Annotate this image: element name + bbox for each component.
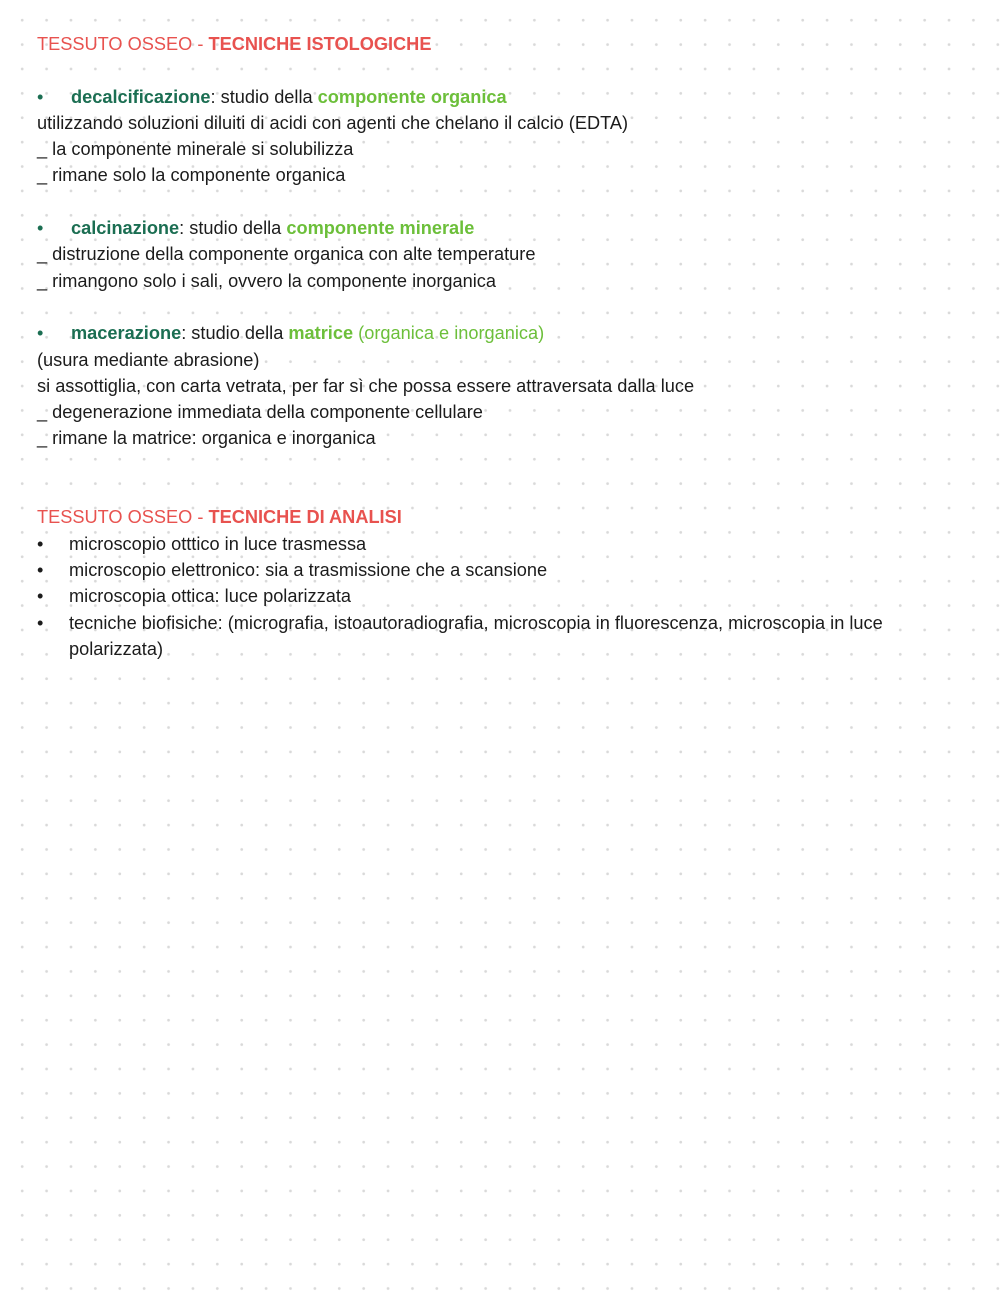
technique-connector: : studio della <box>181 323 289 344</box>
technique-detail: _ rimangono solo i sali, ovvero la componente inorganica <box>37 270 496 291</box>
section-title-prefix: TESSUTO OSSEO - <box>37 34 209 54</box>
spacer <box>37 478 967 504</box>
technique-detail: _ rimane solo la componente organica <box>37 165 346 186</box>
section-title-analysis <box>37 504 967 530</box>
bullet-icon: • <box>37 86 44 107</box>
spacer <box>37 57 967 83</box>
technique-connector: : studio della <box>179 218 287 239</box>
technique-highlight: componente minerale <box>286 218 475 239</box>
technique-highlight: componente organica <box>317 86 507 107</box>
bullet-icon: • <box>37 586 44 607</box>
list-item <box>37 557 967 583</box>
list-item <box>37 531 967 557</box>
section-title-main: TECNICHE ISTOLOGICHE <box>208 34 432 54</box>
technique-term: macerazione <box>71 323 182 344</box>
technique-detail: _ distruzione della componente organica con alte temperature <box>37 244 536 265</box>
bullet-icon: • <box>37 533 44 554</box>
technique-term: decalcificazione <box>71 86 211 107</box>
bullet-icon: • <box>37 559 44 580</box>
technique-term: calcinazione <box>71 218 180 239</box>
list-item-text: microscopio elettronico: sia a trasmissione che a scansione <box>69 559 548 580</box>
technique-detail: si assottiglia, con carta vetrata, per far sì che possa essere attraversata dalla luce <box>37 375 695 396</box>
spacer <box>37 294 967 320</box>
technique-detail: utilizzando soluzioni diluiti di acidi con agenti che chelano il calcio (EDTA) <box>37 112 629 133</box>
section-title-histological <box>37 31 967 57</box>
list-item-text: tecniche biofisiche: (micrografia, istoautoradiografia, microscopia in fluorescenza, microscopia in luce polarizzata) <box>69 612 883 659</box>
bullet-icon: • <box>37 612 44 633</box>
technique-decalcification-heading <box>37 84 967 110</box>
spacer <box>37 189 967 215</box>
bullet-icon: • <box>37 218 44 239</box>
note-page <box>37 31 967 662</box>
section-title-prefix: TESSUTO OSSEO - <box>37 507 209 528</box>
technique-connector: : studio della <box>210 86 318 107</box>
technique-maceration-heading <box>37 320 967 346</box>
list-item <box>37 583 967 609</box>
technique-highlight: matrice <box>288 323 354 344</box>
technique-note: (organica e inorganica) <box>353 323 545 344</box>
bullet-icon: • <box>37 323 44 344</box>
section-title-main: TECNICHE DI ANALISI <box>208 507 402 528</box>
list-item <box>37 610 967 663</box>
technique-calcination-heading <box>37 215 967 241</box>
list-item-text: microscopia ottica: luce polarizzata <box>69 586 352 607</box>
list-item-text: microscopio otttico in luce trasmessa <box>69 533 367 554</box>
technique-detail: (usura mediante abrasione) <box>37 349 260 370</box>
technique-detail: _ degenerazione immediata della componente cellulare <box>37 402 483 423</box>
technique-detail: _ rimane la matrice: organica e inorganica <box>37 428 376 449</box>
spacer <box>37 452 967 478</box>
technique-detail: _ la componente minerale si solubilizza <box>37 139 354 160</box>
